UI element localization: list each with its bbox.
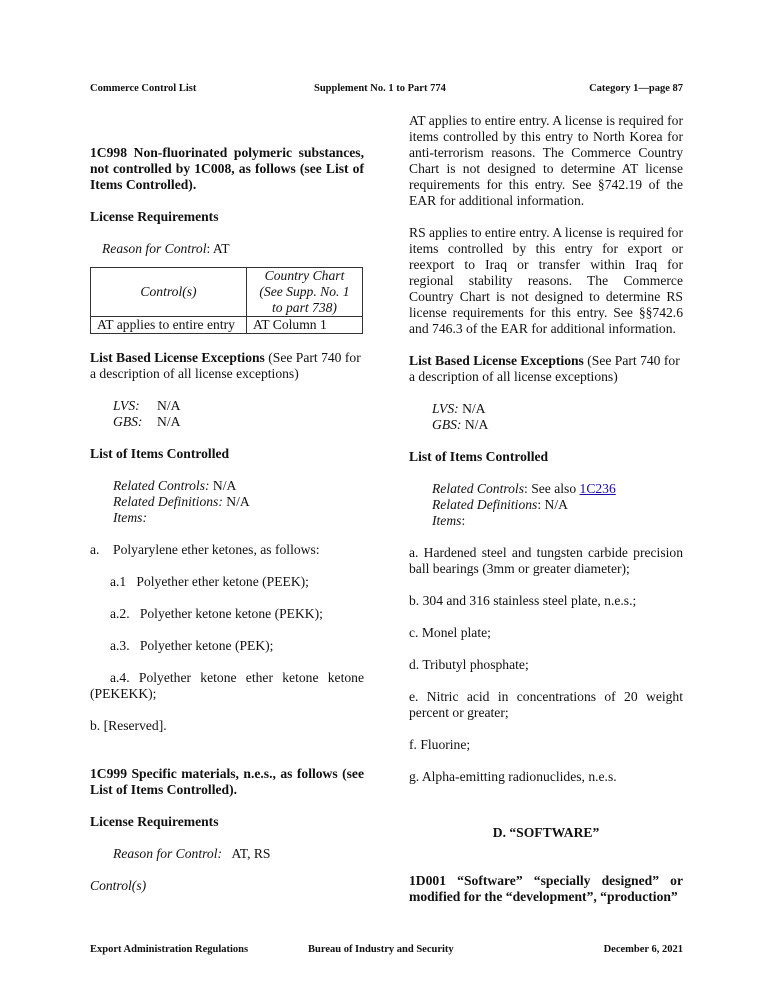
- items-label: Items:: [113, 510, 147, 525]
- exception-lvs: LVS: N/A: [432, 401, 486, 416]
- right-column: [409, 113, 683, 905]
- item-a4: a.4. Polyether ketone ether ketone ketone (PEKEKK);: [90, 670, 364, 701]
- related-control-link-1c236[interactable]: 1C236: [579, 481, 616, 496]
- item-b: b. 304 and 316 stainless steel plate, n.e.s.;: [409, 593, 637, 608]
- lble-paragraph: [90, 350, 364, 382]
- table-row: [91, 317, 363, 334]
- items-label: Items:: [432, 513, 466, 528]
- license-exceptions: [90, 398, 364, 430]
- footer-left: Export Administration Regulations: [90, 944, 249, 955]
- item-e: e. Nitric acid in concentrations of 20 weight percent or greater;: [409, 689, 683, 720]
- license-requirements-heading: License Requirements: [90, 209, 219, 224]
- item-b: b. [Reserved].: [90, 718, 167, 733]
- related-controls: Related Controls: See also 1C236: [432, 481, 616, 496]
- item-c: c. Monel plate;: [409, 625, 491, 640]
- related-definitions: Related Definitions: N/A: [113, 494, 250, 509]
- related-controls: Related Controls: N/A: [113, 478, 237, 493]
- header-left: Commerce Control List: [90, 83, 197, 94]
- exception-gbs: GBS: N/A: [432, 417, 489, 432]
- exception-lvs: LVS: N/A: [113, 398, 181, 413]
- related-info: [90, 478, 364, 526]
- table-header-controls: Control(s): [91, 268, 247, 317]
- table-header-country-chart: Country Chart (See Supp. No. 1 to part 738): [247, 268, 363, 317]
- exception-gbs: GBS: N/A: [113, 414, 181, 429]
- item-a: a. Polyarylene ether ketones, as follows:: [90, 542, 320, 557]
- license-requirements-heading-1c999: License Requirements: [90, 814, 219, 829]
- related-info-right: [409, 481, 683, 529]
- reason-for-control-value: : AT: [206, 241, 230, 256]
- reason-for-control-1c999: Reason for Control: AT, RS: [113, 846, 271, 861]
- lble-note: (See Part 740 for a description of all license exceptions): [90, 350, 361, 381]
- lble-heading: List Based License Exceptions: [90, 350, 265, 365]
- reason-for-control: [90, 241, 364, 257]
- table-cell-country-chart: AT Column 1: [247, 317, 363, 334]
- item-d: d. Tributyl phosphate;: [409, 657, 529, 672]
- item-a2: a.2. Polyether ketone ketone (PEKK);: [110, 606, 323, 621]
- footer-right: December 6, 2021: [603, 944, 683, 955]
- section-heading-software: D. “SOFTWARE”: [492, 825, 600, 840]
- header-center: Supplement No. 1 to Part 774: [314, 83, 446, 94]
- header-right: Category 1—page 87: [589, 83, 683, 94]
- controls-label-1c999: Control(s): [90, 878, 147, 893]
- item-g: g. Alpha-emitting radionuclides, n.e.s.: [409, 769, 617, 784]
- control-table: [90, 267, 363, 334]
- item-a3: a.3. Polyether ketone (PEK);: [110, 638, 274, 653]
- reason-for-control-label: Reason for Control: [102, 241, 207, 256]
- related-definitions: Related Definitions: N/A: [432, 497, 568, 512]
- table-cell-control: AT applies to entire entry: [91, 317, 247, 334]
- rs-paragraph: RS applies to entire entry. A license is required for items controlled by this entry for export or reexport to Iraq or transfer within Iraq for regional stability reasons. The Commerce Country Chart is not designed to determine RS license requirements for this entry. See §§742.6 and 746.3 of the EAR for additional information.: [409, 225, 683, 336]
- license-exceptions-right: [409, 401, 683, 433]
- lble-paragraph-right: List Based License Exceptions (See Part 740 for a description of all license exceptions): [409, 353, 680, 384]
- entry-title-1d001: 1D001 “Software” “specially designed” or modified for the “development”, “production”: [409, 873, 683, 904]
- table-header-row: [91, 268, 363, 317]
- loic-heading-right: List of Items Controlled: [409, 449, 549, 464]
- footer-center: Bureau of Industry and Security: [308, 944, 454, 955]
- entry-title-1c998: 1C998 Non-fluorinated polymeric substances, not controlled by 1C008, as follows (see List of Items Controlled).: [90, 145, 364, 192]
- item-a: a. Hardened steel and tungsten carbide precision ball bearings (3mm or greater diameter);: [409, 545, 683, 576]
- item-f: f. Fluorine;: [409, 737, 471, 752]
- left-column: [90, 145, 364, 894]
- item-a1: a.1 Polyether ether ketone (PEEK);: [110, 574, 309, 589]
- loic-heading: List of Items Controlled: [90, 446, 230, 461]
- at-paragraph: AT applies to entire entry. A license is required for items controlled by this entry to North Korea for anti-terrorism reasons. The Commerce Country Chart is not designed to determine AT license requirements for this entry. See §742.19 of the EAR for additional information.: [409, 113, 683, 208]
- entry-title-1c999: 1C999 Specific materials, n.e.s., as follows (see List of Items Controlled).: [90, 766, 364, 797]
